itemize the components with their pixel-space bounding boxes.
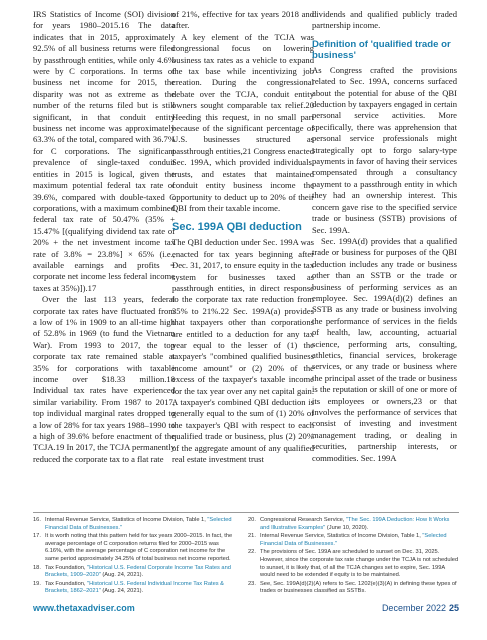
footnote-text: (June 10, 2020). (325, 524, 369, 531)
footnote-text: (Aug. 24, 2021). (100, 572, 144, 579)
footnote-text: Internal Revenue Service, Statistics of Income Division, Table 1, (45, 517, 208, 523)
footnote-divider (33, 512, 459, 513)
paragraph: The QBI deduction under Sec. 199A was enacted for tax years beginning after Dec. 31, 2017, to ensure equity in the tax system for businesses taxed as passthrough entities, in direct response to the corporate tax rate reduction from 35% to 21%.22 Sec. 199A(a) provides that taxpayers other than corporations are entitled to a deduction for any tax year equal to the lesser of (1) the taxpayer's "combined qualified business income amount" or (2) 20% of the excess of the taxpayer's taxable income for the tax year over any net capital gain. A taxpayer's combined QBI deduction is generally equal to the sum of (1) 20% of the taxpayer's QBI with respect to each qualified trade or business, plus (2) 20% of the aggregate amount of any qualified real estate investment trust (172, 237, 314, 465)
paragraph: As Congress crafted the provisions related to Sec. 199A, concerns surfaced about the potential for abuse of the QBI deduction by taxpayers engaged in certain personal service activities. More specifically, there was apprehension that personal service professionals might strategically opt to forgo salary-type payments in favor of having their services compensated through a consultancy payment to a passthrough entity in which they had an ownership interest. This concern gave rise to the specified service trade or business (SSTB) provisions of Sec. 199A. (312, 64, 457, 235)
paragraph: dividends and qualified publicly traded partnership income. (312, 9, 457, 31)
paragraph: Over the last 113 years, federal corporate tax rates have fluctuated from a low of 1% in 1909 to an all-time high of 52.8% in 1969 (to fund the Vietnam War). From 1993 to 2017, the top corporate tax rate remained stable at 35% for corporations with taxable income over $18.33 million.18 Individual tax rates have experienced similar variability. From 1987 to 2017, top individual marginal rates dropped to a low of 28% for tax years 1988–1990 to a high of 39.6% before enactment of the TCJA.19 In 2017, the TCJA permanently reduced the corporate tax to a flat rate (33, 294, 175, 464)
footnote-link[interactable]: "Historical U.S. Federal Individual Income Tax Rates & Brackets, 1862–2021" (45, 580, 224, 595)
page-footer (33, 603, 459, 617)
footnote-number: 22. (248, 549, 256, 556)
footnotes-right (248, 517, 459, 597)
footnote-link[interactable]: "The Sec. 199A Deduction: How It Works and Illustrative Examples" (260, 517, 450, 531)
footnote-number: 23. (248, 580, 256, 587)
footnote-number: 20. (248, 517, 256, 523)
footnote-text: Congressional Research Service, (260, 517, 346, 523)
paragraph: of 21%, effective for tax years 2018 and after. (172, 9, 314, 31)
footnote-text: The provisions of Sec. 199A are scheduled to sunset on Dec. 31, 2025. However, since the corporate tax rate change under the TCJA is not scheduled to sunset, it is likely that, of all the TCJA changes set to expire, Sec. 199A would need to be extended if equity is to be maintained. (260, 549, 459, 579)
footnote (248, 581, 459, 596)
issue-date: December 2022 (381, 603, 446, 613)
footnote-text: (Aug. 24, 2021). (100, 588, 144, 595)
text-column-1 (33, 9, 175, 465)
footnote-link[interactable]: "Selected Financial Data of Businesses." (45, 517, 232, 531)
paragraph: A key element of the TCJA was congressional focus on lowering business tax rates as a vehicle to expand the tax base while incentivizing job creation. During the congressional debate over the TCJA, conduit entity owners sought comparable tax relief.20 Heeding this request, in no small part because of the significant percentage of U.S. businesses structured as passthrough entities,21 Congress enacted Sec. 199A, which provided individuals, trusts, and estates that maintained conduit entity business income the opportunity to deduct up to 20% of their QBI from their taxable income. (172, 31, 314, 213)
footnote (33, 533, 238, 563)
footnote (33, 565, 238, 580)
footnote-text: Internal Revenue Service, Statistics of Income Division, Table 1, (260, 533, 423, 540)
footnote-number: 19. (33, 580, 41, 587)
footnote-number: 17. (33, 533, 41, 540)
text-column-2 (172, 9, 314, 465)
footnote-text: It is worth noting that this pattern held for tax years 2000–2015. In fact, the average percentage of C corporation returns filed for 2000–2015 was 6.16%, with the average percentage of C corporation net income for the same period approximately 34.25% of total business net income reported. (45, 533, 233, 562)
footnote-text: See, Sec. 199A(d)(2)(A) refers to Sec. 1202(e)(3)(A) in defining these types of trades or businesses classified as SSTBs. (260, 580, 457, 595)
footnote (33, 517, 238, 532)
subsection-heading: Definition of 'qualified trade or business' (312, 38, 451, 62)
footnotes-left (33, 517, 238, 597)
footnote-link[interactable]: "Selected Financial Data of Businesses." (260, 533, 447, 547)
paragraph: Sec. 199A(d) provides that a qualified trade or business for purposes of the QBI deduction includes any trade or business other than an SSTB or the trade or business of performing services as an employee. Sec. 199A(d)(2) defines an SSTB as any trade or business involving the performance of services in the fields of health, law, accounting, actuarial science, performing arts, consulting, athletics, financial services, brokerage services, or any trade or business where the principal asset of the trade or business is the reputation or skill of one or more of its employees or owners,23 or that involves the performance of services that consist of investing and investment management trading, or dealing in securities, partnership interests, or commodities. Sec. 199A (312, 235, 457, 463)
section-heading: Sec. 199A QBI deduction (172, 221, 302, 234)
footnote (248, 517, 459, 532)
footnote (248, 533, 459, 548)
footnote-number: 18. (33, 564, 41, 571)
page-number: 25 (448, 603, 459, 613)
footnote-number: 16. (33, 517, 41, 523)
website-link[interactable]: www.thetaxadviser.com (33, 603, 135, 613)
paragraph: IRS Statistics of Income (SOI) division for years 1980–2015.16 The data indicates that in 2015, approximately 92.5% of all business returns were filed by passthrough entities, while only 4.6% were by C corporations. In terms of business net income for 2015, the disparity was not as extreme as the number of the returns filed but is still significant, in that conduit entity business net income was approximately 63.3% of the total, compared with 36.7% for C corporations. The significant prevalence of single-taxed conduit entities in 2015 is logical, given the maximum potential federal tax rate of 39.6%, compared with double-taxed C corporations, with a maximum combined federal tax rate of 50.47% (35% + 15.47% [(qualifying dividend tax rate of 20% + the net investment income tax rate of 3.8% = 23.8%] × 65% (i.e., available earnings and profits = corporate net income less federal income taxes at 35%)]).17 (33, 9, 175, 293)
footnote (33, 581, 238, 596)
footnote-link[interactable]: "Historical U.S. Federal Corporate Income Tax Rates and Brackets, 1909–2020" (45, 564, 231, 579)
footnote-text: Tax Foundation, (45, 564, 88, 571)
issue-info (382, 603, 459, 613)
text-column-3 (312, 9, 457, 464)
footnote-number: 21. (248, 533, 256, 540)
footnote (248, 549, 459, 579)
footnote-text: Tax Foundation, (45, 580, 88, 587)
